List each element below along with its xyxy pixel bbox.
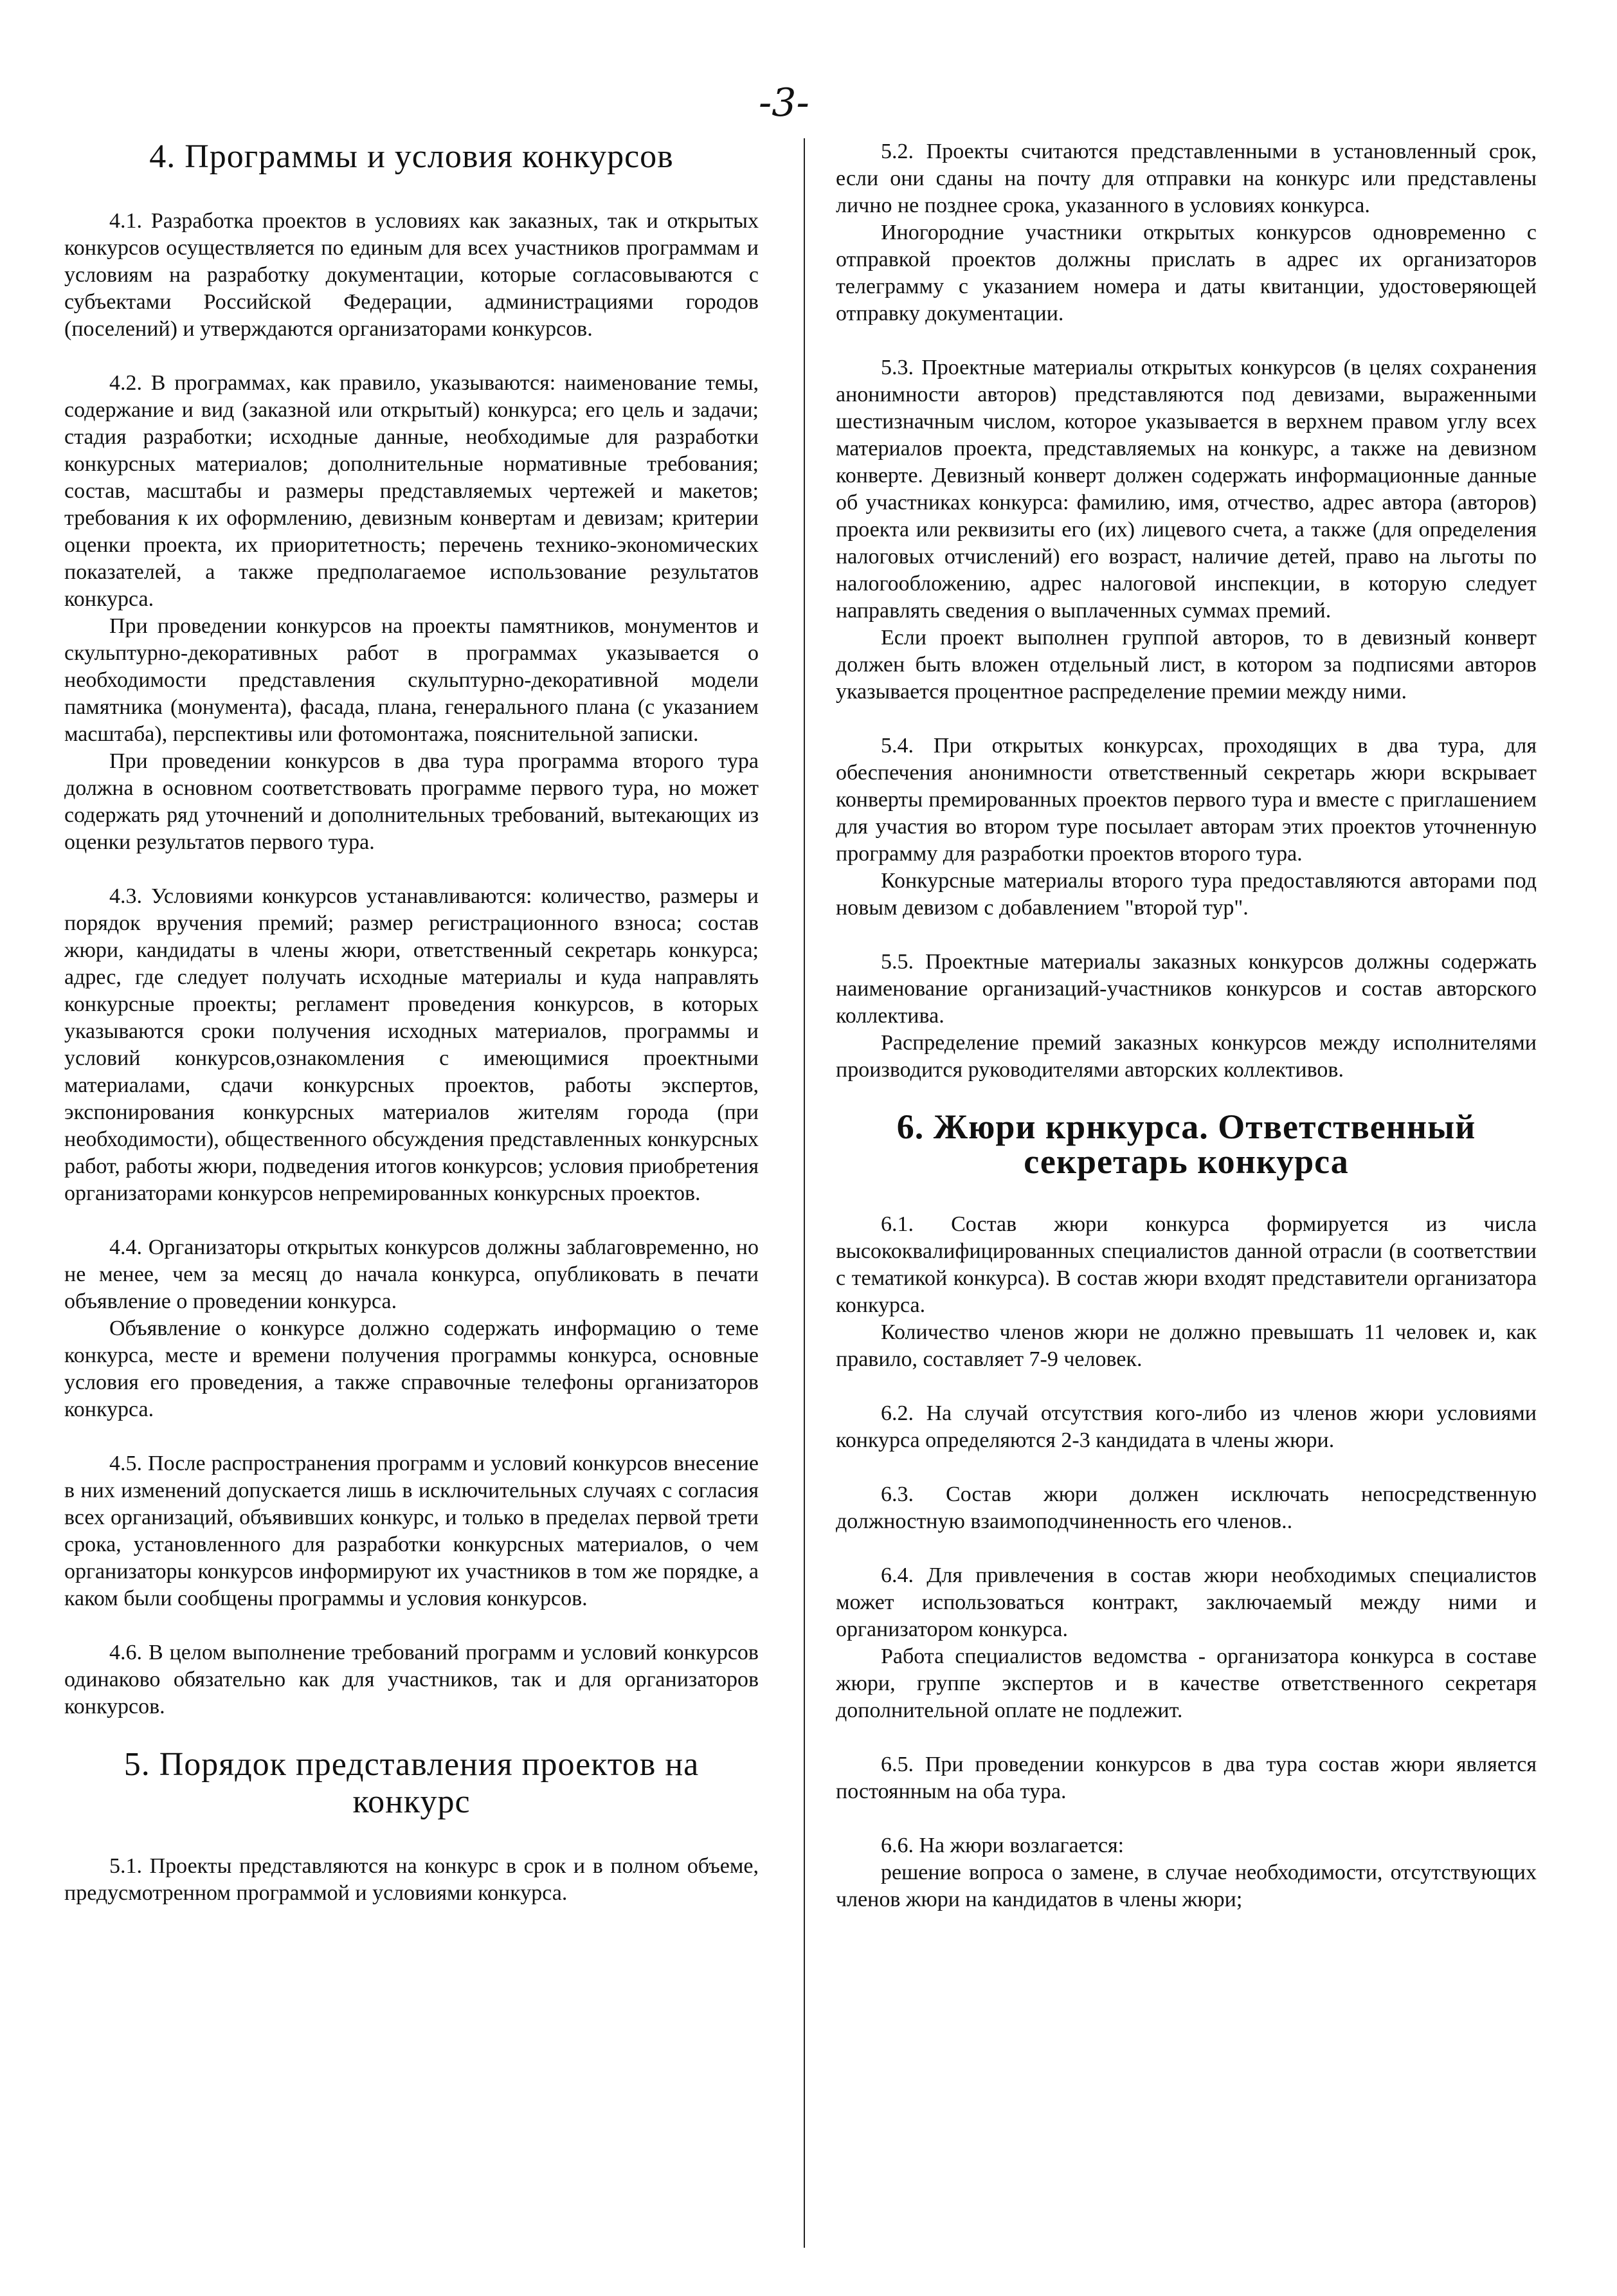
paragraph-6-5: 6.5. При проведении конкурсов в два тура состав жюри является постоянным на оба тура. xyxy=(836,1753,1537,1803)
paragraph-6-1: 6.1. Состав жюри конкурса формируется из числа высококвалифицированных специалистов данной отрасли (в соответствии с тематикой конкурса). В состав жюри входят представители организатора конкурса. xyxy=(836,1212,1537,1317)
paragraph-6-6-replacement: решение вопроса о замене, в случае необходимости, отсутствующих членов жюри на кандидатов в члены жюри; xyxy=(836,1861,1537,1911)
paragraph-6-4: 6.4. Для привлечения в состав жюри необходимых специалистов может использоваться контракт, заключаемый между ними и организатором конкурса. xyxy=(836,1563,1537,1641)
paragraph-4-4: 4.4. Организаторы открытых конкурсов должны заблаговременно, но не менее, чем за месяц до начала конкурса, опубликовать в печати объявление о проведении конкурса. xyxy=(64,1235,759,1313)
section-6-heading: 6. Жюри крнкурса. Ответственный секретарь конкурса xyxy=(896,1107,1476,1181)
paragraph-4-2-monuments: При проведении конкурсов на проекты памятников, монументов и скульптурно-декоративных работ в программах указывается о необходимости представления скульптурно-декоративной модели памятника (монумента), фасада, плана, генерального плана (с указанием масштаба), перспективы или фотомонтажа, пояснительной записки. xyxy=(64,614,759,746)
paragraph-4-2-two-rounds: При проведении конкурсов в два тура программа второго тура должна в основном соответствовать программе первого тура, но может содержать ряд уточнений и дополнительных требований, вытекающих из оценки результатов первого тура. xyxy=(64,749,759,854)
paragraph-4-4-announcement: Объявление о конкурсе должно содержать информацию о теме конкурса, месте и времени получения программы конкурса, основные условия его проведения, а также справочные телефоны организаторов конкурса. xyxy=(64,1317,759,1421)
paragraph-6-4-payment: Работа специалистов ведомства - организатора конкурса в составе жюри, группе экспертов и в качестве ответственного секретаря дополнительной оплате не подлежит. xyxy=(836,1645,1537,1722)
paragraph-6-3: 6.3. Состав жюри должен исключать непосредственную должностную взаимоподчиненность его членов.. xyxy=(836,1482,1537,1533)
page-number: -3- xyxy=(759,80,809,125)
paragraph-5-2-nonresident: Иногородние участники открытых конкурсов одновременно с отправкой проектов должны прислать в адрес их организаторов телеграмму с указанием номера и даты квитанции, удостоверяющей отправку документации. xyxy=(836,221,1537,325)
right-column xyxy=(836,138,1537,1913)
paragraph-5-5-distribution: Распределение премий заказных конкурсов между исполнителями производится руководителями авторских коллективов. xyxy=(836,1031,1537,1082)
paragraph-5-1: 5.1. Проекты представляются на конкурс в срок и в полном объеме, предусмотренном программой и условиями конкурса. xyxy=(64,1854,759,1905)
paragraph-5-4: 5.4. При открытых конкурсах, проходящих в два тура, для обеспечения анонимности ответственный секретарь жюри вскрывает конверты премированных проектов первого тура и вместе с приглашением для участия во втором туре посылает авторам этих проектов уточненную программу для разработки проектов второго тура. xyxy=(836,734,1537,866)
paragraph-6-1-count: Количество членов жюри не должно превышать 11 человек и, как правило, составляет 7-9 человек. xyxy=(836,1320,1537,1371)
paragraph-5-3-group: Если проект выполнен группой авторов, то в девизный конверт должен быть вложен отдельный лист, в котором за подписями авторов указывается процентное распределение премии между ними. xyxy=(836,626,1537,704)
left-column xyxy=(64,138,759,1907)
paragraph-5-5: 5.5. Проектные материалы заказных конкурсов должны содержать наименование организаций-участников конкурсов и состав авторского коллектива. xyxy=(836,950,1537,1028)
column-divider xyxy=(804,138,805,2248)
paragraph-6-6: 6.6. На жюри возлагается: xyxy=(881,1834,1125,1857)
paragraph-6-2: 6.2. На случай отсутствия кого-либо из членов жюри условиями конкурса определяются 2-3 кандидата в члены жюри. xyxy=(836,1401,1537,1452)
section-5-heading: 5. Порядок представления проектов на конкурс xyxy=(123,1746,700,1820)
paragraph-4-6: 4.6. В целом выполнение требований программ и условий конкурсов одинаково обязательно как для участников, так и для организаторов конкурсов. xyxy=(64,1641,759,1718)
paragraph-4-5: 4.5. После распространения программ и условий конкурсов внесение в них изменений допускается лишь в исключительных случаях с согласия всех организаций, объявивших конкурс, и только в пределах первой трети срока, установленного для разработки конкурсных материалов, о чем организаторы конкурсов информируют их участников в том же порядке, а каком были сообщены программы и условия конкурсов. xyxy=(64,1452,759,1610)
paragraph-4-2: 4.2. В программах, как правило, указываются: наименование темы, содержание и вид (заказной или открытый) конкурса; его цель и задачи; стадия разработки; исходные данные, необходимые для разработки конкурсных материалов; дополнительные нормативные требования; состав, масштабы и размеры представляемых чертежей и макетов; требования к их оформлению, девизным конвертам и девизам; критерии оценки проекта, их приоритетность; перечень технико-экономических показателей, а также предполагаемое использование результатов конкурса. xyxy=(64,371,759,611)
section-4-heading: 4. Программы и условия конкурсов xyxy=(149,138,674,175)
paragraph-5-4-second-round: Конкурсные материалы второго тура предоставляются авторами под новым девизом с добавлением "второй тур". xyxy=(836,869,1537,920)
paragraph-4-1: 4.1. Разработка проектов в условиях как заказных, так и открытых конкурсов осуществляется по единым для всех участников программам и условиям на разработку документации, которые согласовываются с субъектами Российской Федерации, администрациями городов (поселений) и утверждаются организаторами конкурсов. xyxy=(64,209,759,341)
paragraph-5-2: 5.2. Проекты считаются представленными в установленный срок, если они сданы на почту для отправки на конкурс или представлены лично не позднее срока, указанного в условиях конкурса. xyxy=(836,140,1537,217)
paragraph-5-3: 5.3. Проектные материалы открытых конкурсов (в целях сохранения анонимности авторов) представляются под девизами, выраженными шестизначным числом, которое указывается в верхнем правом углу всех материалов проекта, представляемых на конкурс, а также на девизном конверте. Девизный конверт должен содержать информационные данные об участниках конкурса: фамилию, имя, отчество, адрес автора (авторов) проекта или реквизиты его (их) лицевого счета, а также (для определения налоговых отчислений) его возраст, наличие детей, право на льготы по налогообложению, адрес налоговой инспекции, в которую следует направлять сведения о выплаченных суммах премий. xyxy=(836,356,1537,623)
paragraph-4-3: 4.3. Условиями конкурсов устанавливаются: количество, размеры и порядок вручения премий; размер регистрационного взноса; состав жюри, кандидаты в члены жюри, ответственный секретарь конкурса; адрес, где следует получать исходные материалы и куда направлять конкурсные проекты; регламент проведения конкурсов, в которых указываются сроки получения исходных материалов, программы и условий конкурсов,ознакомления с имеющимися проектными материалами, сдачи конкурсных проектов, работы экспертов, экспонирования конкурсных материалов жителям города (при необходимости), общественного обсуждения представленных конкурсных работ, работы жюри, подведения итогов конкурсов; условия приобретения организаторами конкурсов непремированных конкурсных проектов. xyxy=(64,884,759,1205)
